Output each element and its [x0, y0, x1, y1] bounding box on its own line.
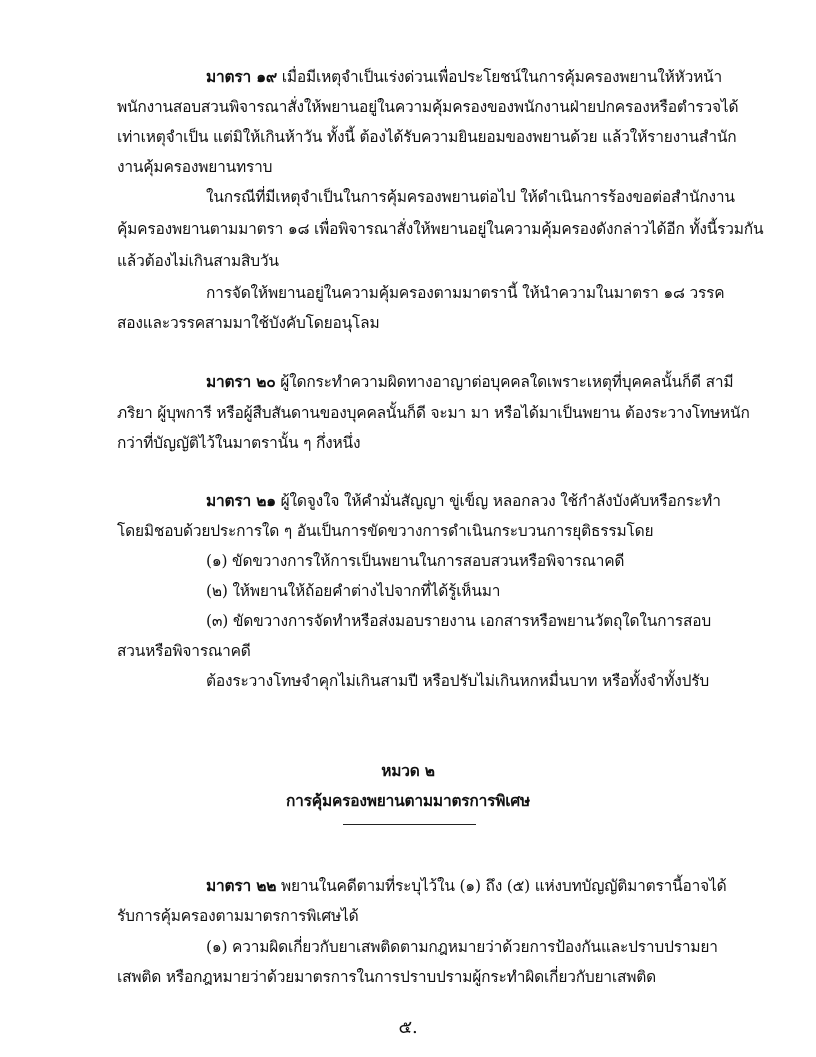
sec21-item-1: (๑) ขัดขวางการให้การเป็นพยานในการสอบสวนหรือพิจารณาคดี: [206, 552, 625, 570]
sec20-line-3: กว่าที่บัญญัติไว้ในมาตรานั้น ๆ กึ่งหนึ่ง: [117, 434, 361, 452]
sec20-label: มาตรา ๒๐: [206, 372, 276, 391]
sec21-line-2: โดยมิชอบด้วยประการใด ๆ อันเป็นการขัดขวางการดำเนินกระบวนการยุติธรรมโดย: [117, 522, 654, 540]
sec21-line-1: [206, 491, 721, 511]
sec22-item-1b: เสพติด หรือกฎหมายว่าด้วยมาตรการในการปราบปรามผู้กระทำผิดเกี่ยวกับยาเสพติด: [117, 968, 657, 986]
sec21-penalty: ต้องระวางโทษจำคุกไม่เกินสามปี หรือปรับไม่เกินหกหมื่นบาท หรือทั้งจำทั้งปรับ: [206, 672, 709, 690]
sec19-para2-line-2: คุ้มครองพยานตามมาตรา ๑๘ เพื่อพิจารณาสั่งให้พยานอยู่ในความคุ้มครองดังกล่าวได้อีก ทั้งนี้รวมกัน: [117, 220, 764, 238]
sec20-text: ผู้ใดกระทำความผิดทางอาญาต่อบุคคลใดเพราะเหตุที่บุคคลนั้นก็ดี สามี: [275, 373, 734, 391]
sec19-line-1: [206, 67, 722, 87]
sec19-label: มาตรา ๑๙: [206, 67, 278, 86]
sec21-text: ผู้ใดจูงใจ ให้คำมั่นสัญญา ขู่เข็ญ หลอกลวง ใช้กำลังบังคับหรือกระทำ: [275, 492, 721, 510]
sec21-item-3b: สวนหรือพิจารณาคดี: [117, 642, 251, 660]
sec22-line-1: [206, 876, 726, 896]
page-number: ๕.: [398, 1017, 418, 1038]
sec19-line-2: พนักงานสอบสวนพิจารณาสั่งให้พยานอยู่ในความคุ้มครองของพนักงานฝ่ายปกครองหรือตำรวจได้: [117, 98, 739, 116]
chapter-number: หมวด ๒: [381, 761, 435, 780]
sec19-line-3: เท่าเหตุจำเป็น แต่มิให้เกินห้าวัน ทั้งนี้ ต้องได้รับความยินยอมของพยานด้วย แล้วให้รายงานสำนัก: [117, 128, 737, 146]
sec21-label: มาตรา ๒๑: [206, 491, 276, 510]
sec20-line-1: [206, 372, 733, 392]
sec20-line-2: ภริยา ผู้บุพการี หรือผู้สืบสันดานของบุคคลนั้นก็ดี จะมา มา หรือได้มาเป็นพยาน ต้องระวางโทษหนัก: [117, 404, 750, 422]
sec19-text: เมื่อมีเหตุจำเป็นเร่งด่วนเพื่อประโยชน์ในการคุ้มครองพยานให้หัวหน้า: [277, 68, 723, 86]
sec19-para3-line-2: สองและวรรคสามมาใช้บังคับโดยอนุโลม: [117, 314, 380, 332]
sec22-item-1a: (๑) ความผิดเกี่ยวกับยาเสพติดตามกฎหมายว่าด้วยการป้องกันและปราบปรามยา: [206, 938, 718, 956]
sec21-item-2: (๒) ให้พยานให้ถ้อยคำต่างไปจากที่ได้รู้เห็นมา: [206, 582, 501, 600]
sec19-para3-line-1: การจัดให้พยานอยู่ในความคุ้มครองตามมาตรานี้ ให้นำความในมาตรา ๑๘ วรรค: [206, 284, 725, 302]
sec22-line-2: รับการคุ้มครองตามมาตรการพิเศษได้: [117, 907, 359, 925]
sec19-para2-line-3: แล้วต้องไม่เกินสามสิบวัน: [117, 252, 279, 270]
chapter-title: การคุ้มครองพยานตามมาตรการพิเศษ: [285, 791, 531, 810]
sec19-line-4: งานคุ้มครองพยานทราบ: [117, 158, 273, 176]
chapter-divider: [343, 824, 476, 825]
sec22-label: มาตรา ๒๒: [206, 876, 277, 895]
sec19-para2-line-1: ในกรณีที่มีเหตุจำเป็นในการคุ้มครองพยานต่อไป ให้ดำเนินการร้องขอต่อสำนักงาน: [206, 188, 735, 206]
sec21-item-3a: (๓) ขัดขวางการจัดทำหรือส่งมอบรายงาน เอกสารหรือพยานวัตถุใดในการสอบ: [206, 612, 711, 630]
sec22-text: พยานในคดีตามที่ระบุไว้ใน (๑) ถึง (๕) แห่งบทบัญญัติมาตรานี้อาจได้: [276, 877, 727, 895]
